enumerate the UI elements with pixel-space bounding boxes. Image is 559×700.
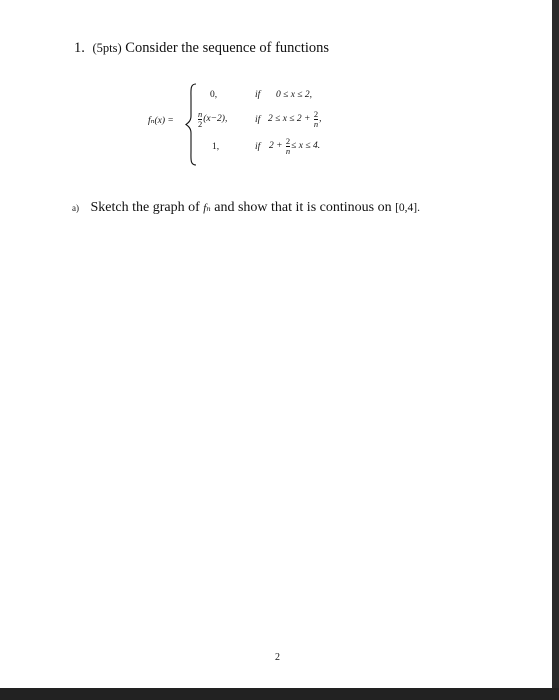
case-2-expression — [197, 110, 227, 128]
case-3-cond-frac-den: n — [285, 145, 291, 156]
question-text: Consider the sequence of functions — [125, 40, 330, 56]
case-2-fraction — [198, 110, 202, 128]
case-3-condition — [269, 137, 320, 155]
part-a-text-after: and show that it is continous on — [214, 200, 392, 215]
question-points: (5pts) — [92, 41, 122, 55]
case-2-cond-frac-den: n — [313, 118, 319, 129]
case-2-cond-fraction — [314, 110, 318, 128]
part-a-function-name: fₙ — [203, 202, 211, 214]
case-3-cond-suffix: ≤ x ≤ 4. — [291, 141, 321, 152]
case-3-cond-fraction — [286, 137, 290, 155]
case-3-if: if — [255, 142, 261, 152]
case-2-condition — [268, 110, 321, 128]
case-3-value: 1, — [212, 142, 220, 152]
case-2-frac-num: n — [198, 109, 203, 119]
case-1-value: 0, — [210, 90, 218, 100]
part-a-text-before: Sketch the graph of — [90, 200, 200, 215]
part-a-prompt — [72, 200, 420, 216]
case-2-cond-frac-num: 2 — [313, 109, 319, 119]
part-a-letter: a) — [72, 203, 79, 213]
case-2-frac-den: 2 — [198, 118, 203, 129]
question-heading — [74, 40, 329, 57]
case-2-cond-prefix: 2 ≤ x ≤ 2 + — [268, 114, 311, 125]
formula-lhs: fₙ(x) = — [148, 116, 174, 126]
piecewise-formula — [148, 82, 368, 167]
viewer-edge — [552, 0, 559, 700]
case-2-if: if — [255, 115, 261, 125]
question-number: 1. — [74, 40, 85, 56]
part-a-interval: [0,4]. — [395, 202, 421, 214]
case-1-if: if — [255, 90, 261, 100]
viewer-bottom-edge — [0, 688, 559, 700]
page-number: 2 — [275, 652, 280, 663]
case-2-cond-suffix: , — [319, 114, 322, 125]
case-1-condition: 0 ≤ x ≤ 2, — [276, 90, 313, 100]
case-3-cond-prefix: 2 + — [269, 141, 283, 152]
case-2-expr: (x−2), — [203, 114, 228, 125]
case-3-cond-frac-num: 2 — [285, 136, 291, 146]
